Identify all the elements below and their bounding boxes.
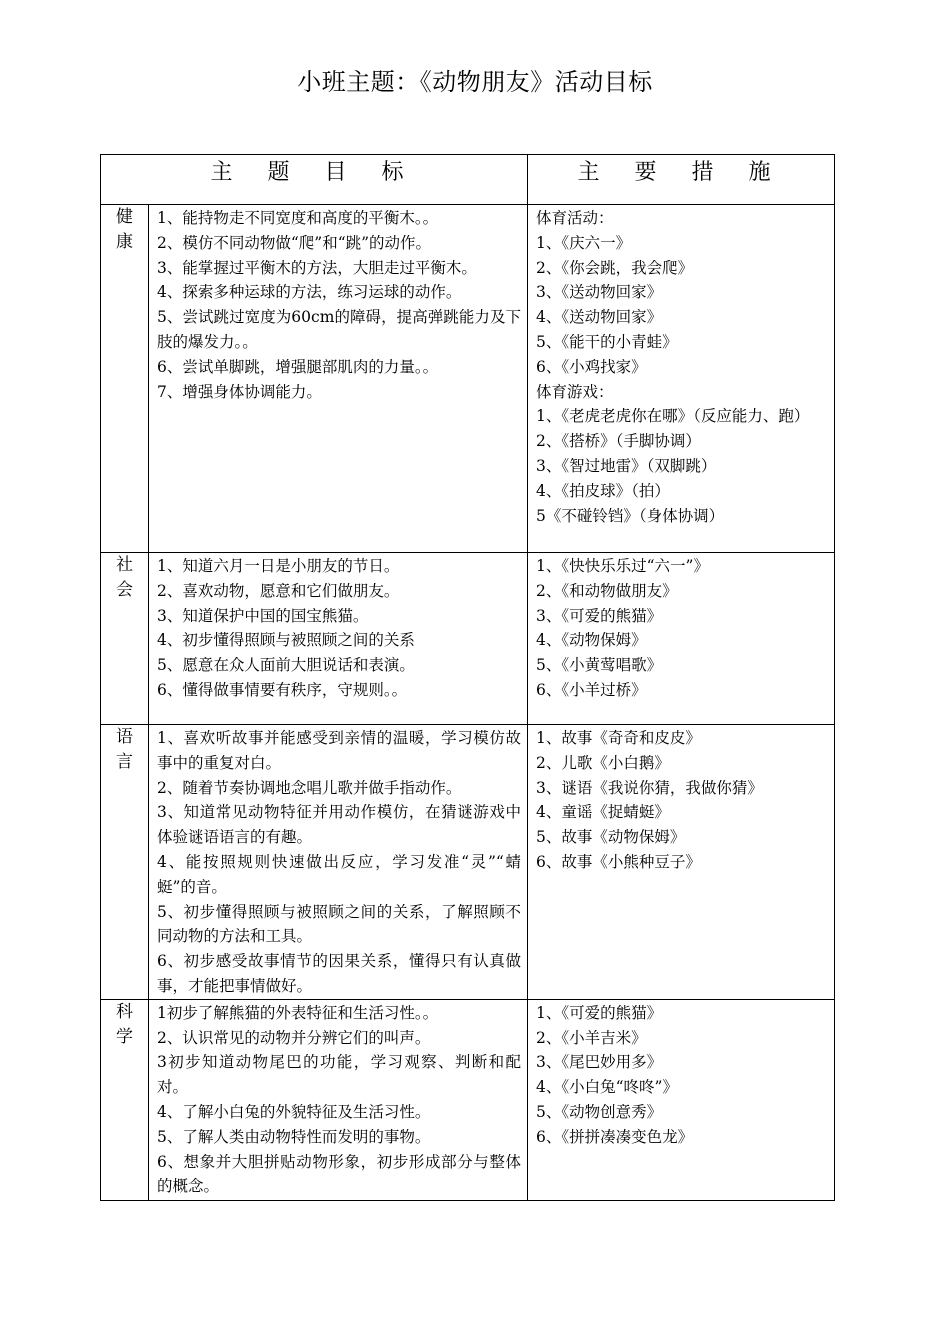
goals-cell [149, 205, 528, 553]
measure-item: 3、《智过地雷》（双脚跳） [536, 456, 717, 475]
measure-item: 3、《可爱的熊猫》 [536, 606, 663, 625]
measure-item: 5、《小黄莺唱歌》 [536, 656, 663, 675]
measure-item: 5、《动物创意秀》 [536, 1102, 663, 1121]
header-goals: 主 题 目 标 [101, 155, 528, 205]
measures-subheading: 体育游戏： [536, 382, 614, 401]
goal-item: 2、认识常见的动物并分辨它们的叫声。 [157, 1028, 431, 1047]
category-char: 会 [116, 580, 133, 600]
header-measures: 主 要 措 施 [528, 155, 835, 205]
measure-item: 5、《能干的小青蛙》 [536, 332, 678, 351]
measure-item: 5、故事《动物保姆》 [536, 828, 686, 847]
goal-item: 4、能按照规则快速做出反应，学习发准“灵”“蜻蜓”的音。 [157, 852, 522, 896]
goal-item: 5、了解人类由动物特性而发明的事物。 [157, 1127, 431, 1146]
measure-item: 4、《拍皮球》（拍） [536, 481, 670, 500]
table-row-society [101, 553, 835, 725]
goal-item: 7、增强身体协调能力。 [157, 382, 322, 401]
measure-item: 6、故事《小熊种豆子》 [536, 852, 701, 871]
measure-item: 4、《送动物回家》 [536, 308, 663, 327]
goal-item: 1、能持物走不同宽度和高度的平衡木。。 [157, 209, 439, 227]
category-health [101, 205, 149, 553]
measures-cell [528, 205, 835, 553]
category-char: 言 [116, 752, 133, 772]
measure-item: 2、《和动物做朋友》 [536, 581, 678, 600]
measure-item: 1、故事《奇奇和皮皮》 [536, 729, 701, 747]
measure-item: 4、童谣《捉蜻蜓》 [536, 803, 670, 822]
measure-item: 1、《快快乐乐过“六一”》 [536, 557, 709, 575]
measure-item: 2、《搭桥》（手脚协调） [536, 432, 701, 451]
goals-cell [149, 553, 528, 725]
goal-item: 6、想象并大胆拼贴动物形象，初步形成部分与整体的概念。 [157, 1152, 522, 1196]
table-row-health [101, 205, 835, 553]
goal-item: 6、懂得做事情要有秩序，守规则。。 [157, 680, 408, 699]
goal-item: 5、尝试跳过宽度为60cm的障碍，提高弹跳能力及下肢的爆发力。。 [157, 308, 522, 351]
table-row-language [101, 725, 835, 1000]
goal-item: 5、愿意在众人面前大胆说话和表演。 [157, 656, 415, 675]
measure-item: 6、《小鸡找家》 [536, 357, 647, 376]
goal-item: 6、初步感受故事情节的因果关系，懂得只有认真做事，才能把事情做好。 [157, 952, 522, 995]
measure-item: 2、《你会跳，我会爬》 [536, 258, 694, 277]
measures-cell [528, 999, 835, 1200]
measure-item: 3、《送动物回家》 [536, 283, 663, 302]
category-char: 健 [116, 207, 133, 227]
goal-item: 3、能掌握过平衡木的方法，大胆走过平衡木。 [157, 258, 477, 277]
measure-item: 4、《小白兔“咚咚”》 [536, 1078, 678, 1097]
measures-subheading: 体育活动： [536, 209, 614, 227]
table-header-row [101, 155, 835, 205]
measure-item: 4、《动物保姆》 [536, 631, 647, 650]
goals-cell [149, 999, 528, 1200]
category-char: 社 [116, 555, 133, 575]
goal-item: 4、了解小白兔的外貌特征及生活习性。 [157, 1102, 431, 1121]
page-title: 小班主题：《动物朋友》活动目标 [297, 68, 653, 96]
measure-item: 5《不碰铃铛》（身体协调） [536, 506, 725, 525]
measure-item: 3、《尾巴妙用多》 [536, 1053, 663, 1072]
goals-table [100, 154, 835, 1201]
category-society [101, 553, 149, 725]
goal-item: 3初步知道动物尾巴的功能，学习观察、判断和配对。 [157, 1053, 522, 1097]
measure-item: 3、谜语《我说你猜，我做你猜》 [536, 778, 763, 797]
table-row-science [101, 999, 835, 1200]
goal-item: 2、模仿不同动物做“爬”和“跳”的动作。 [157, 233, 432, 252]
measure-item: 2、儿歌《小白鹅》 [536, 753, 670, 772]
goal-item: 1初步了解熊猫的外表特征和生活习性。。 [157, 1003, 439, 1022]
measure-item: 1、《老虎老虎你在哪》（反应能力、跑） [536, 407, 810, 426]
goal-item: 4、探索多种运球的方法，练习运球的动作。 [157, 283, 462, 302]
goal-item: 3、知道保护中国的国宝熊猫。 [157, 606, 369, 625]
goals-cell [149, 725, 528, 1000]
measures-cell [528, 725, 835, 1000]
category-char: 科 [116, 1001, 133, 1022]
goal-item: 2、喜欢动物，愿意和它们做朋友。 [157, 581, 400, 600]
measures-cell [528, 553, 835, 725]
category-language [101, 725, 149, 1000]
goal-item: 1、喜欢听故事并能感受到亲情的温暖，学习模仿故事中的重复对白。 [157, 729, 522, 772]
category-char: 康 [116, 232, 133, 252]
measure-item: 2、《小羊吉米》 [536, 1028, 647, 1047]
measure-item: 1、《可爱的熊猫》 [536, 1003, 663, 1022]
category-char: 语 [116, 727, 133, 747]
goal-item: 5、初步懂得照顾与被照顾之间的关系，了解照顾不同动物的方法和工具。 [157, 902, 522, 946]
goal-item: 1、知道六月一日是小朋友的节日。 [157, 557, 400, 575]
measure-item: 6、《小羊过桥》 [536, 680, 647, 699]
goal-item: 2、随着节奏协调地念唱儿歌并做手指动作。 [157, 778, 462, 797]
measure-item: 6、《拼拼凑凑变色龙》 [536, 1127, 694, 1146]
goal-item: 4、初步懂得照顾与被照顾之间的关系 [157, 631, 415, 650]
category-char: 学 [116, 1026, 133, 1047]
goal-item: 6、尝试单脚跳，增强腿部肌肉的力量。。 [157, 357, 439, 376]
goal-item: 3、知道常见动物特征并用动作模仿，在猜谜游戏中体验谜语语言的有趣。 [157, 803, 522, 847]
measure-item: 1、《庆六一》 [536, 233, 632, 252]
category-science [101, 999, 149, 1200]
